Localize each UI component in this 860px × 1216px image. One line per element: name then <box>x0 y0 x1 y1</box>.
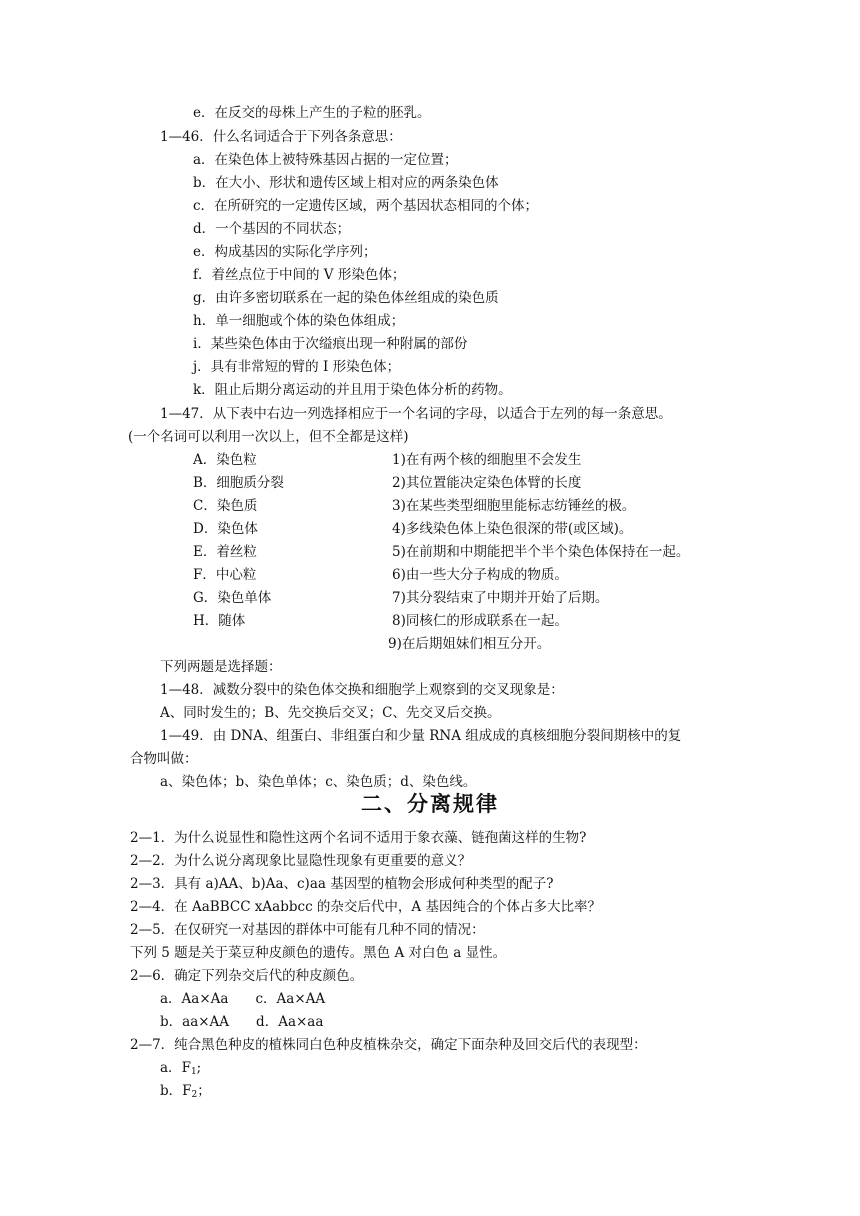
term-E: E．着丝粒 <box>193 544 257 560</box>
choice-intro: 下列两题是选择题： <box>160 659 282 675</box>
question-2-7: 2—7．纯合黑色种皮的植株同白色种皮植株杂交，确定下面杂种及回交后代的表现型： <box>130 1037 647 1053</box>
question-1-49-cont: 合物叫做： <box>130 751 198 767</box>
question-1-48: 1—48．减数分裂中的染色体交换和细胞学上观察到的交叉现象是： <box>160 682 564 698</box>
section-title: 二、分离规律 <box>361 792 499 816</box>
q46-item-f: f．着丝点位于中间的 V 形染色体； <box>193 267 406 283</box>
term-H: H．随体 <box>193 613 246 629</box>
q46-item-i: i．某些染色体由于次缢痕出现一种附属的部份 <box>193 336 468 352</box>
meaning-6: 6)由一些大分子构成的物质。 <box>392 567 568 583</box>
question-1-46: 1—46．什么名词适合于下列各条意思： <box>160 129 402 145</box>
q46-item-g: g．由许多密切联系在一起的染色体丝组成的染色质 <box>193 290 499 306</box>
term-A: A．染色粒 <box>193 452 257 468</box>
question-2-4: 2—4．在 AaBBCC xAabbcc 的杂交后代中，A 基因纯合的个体占多大比率？ <box>130 899 601 915</box>
q46-item-b: b．在大小、形状和遗传区域上相对应的两条染色体 <box>193 175 499 191</box>
question-1-48-options: A、同时发生的；B、先交换后交叉；C、先交叉后交换。 <box>160 705 501 721</box>
question-1-47: 1—47．从下表中右边一列选择相应于一个名词的字母，以适合于左列的每一条意思。 <box>160 406 672 422</box>
question-2-1: 2—1．为什么说显性和隐性这两个名词不适用于象衣藻、链孢菌这样的生物? <box>130 830 587 846</box>
term-D: D．染色体 <box>193 521 258 537</box>
question-1-49: 1—49．由 DNA、组蛋白、非组蛋白和少量 RNA 组成成的真核细胞分裂间期核中的复 <box>160 728 682 744</box>
q46-item-j: j．具有非常短的臂的 I 形染色体； <box>193 359 401 375</box>
term-G: G．染色单体 <box>193 590 272 606</box>
meaning-2: 2)其位置能决定染色体臂的长度 <box>392 475 582 491</box>
term-F: F．中心粒 <box>193 567 257 583</box>
q46-item-a: a．在染色体上被特殊基因占据的一定位置； <box>193 152 458 168</box>
question-2-5: 2—5．在仅研究一对基因的群体中可能有几种不同的情况： <box>130 922 485 938</box>
question-2-6-bd: b．aa×AA d．Aa×aa <box>160 1014 324 1030</box>
q46-item-c: c．在所研究的一定遗传区域，两个基因状态相同的个体； <box>193 198 539 214</box>
meaning-4: 4)多线染色体上染色很深的带(或区域)。 <box>392 521 633 537</box>
meaning-7: 7)其分裂结束了中期并开始了后期。 <box>392 590 609 606</box>
question-2-2: 2—2．为什么说分离现象比显隐性现象有更重要的意义？ <box>130 853 472 869</box>
q46-item-d: d．一个基因的不同状态； <box>193 221 351 237</box>
q46-item-h: h．单一细胞或个体的染色体组成； <box>193 313 405 329</box>
meaning-5: 5)在前期和中期能把半个半个染色体保持在一起。 <box>392 544 690 560</box>
term-B: B．细胞质分裂 <box>193 475 284 491</box>
q46-item-e: e．构成基因的实际化学序列； <box>193 244 377 260</box>
question-2-7-a: a．$F_1$; <box>160 1060 202 1077</box>
intro-bean-color: 下列 5 题是关于菜豆种皮颜色的遗传。黑色 A 对白色 a 显性。 <box>130 945 507 961</box>
question-1-47-note: (一个名词可以利用一次以上，但不全都是这样) <box>128 429 409 445</box>
question-2-6: 2—6．确定下列杂交后代的种皮颜色。 <box>130 968 364 984</box>
question-2-7-b: b．$F_2$； <box>160 1083 211 1100</box>
meaning-1: 1)在有两个核的细胞里不会发生 <box>392 452 582 468</box>
meaning-8: 8)同核仁的形成联系在一起。 <box>392 613 568 629</box>
question-2-6-ac: a．Aa×Aa c．Aa×AA <box>160 991 326 1007</box>
meaning-3: 3)在某些类型细胞里能标志纺锤丝的极。 <box>392 498 636 514</box>
question-1-49-options: a、染色体；b、染色单体；c、染色质；d、染色线。 <box>160 774 477 790</box>
term-C: C．染色质 <box>193 498 258 514</box>
question-2-3: 2—3．具有 a)AA、b)Aa、c)aa 基因型的植物会形成何种类型的配子? <box>130 876 554 892</box>
q46-item-k: k．阻止后期分离运动的并且用于染色体分析的药物。 <box>193 382 512 398</box>
meaning-9: 9)在后期姐妹们相互分开。 <box>388 636 551 652</box>
item-e-line: e．在反交的母株上产生的子粒的胚乳。 <box>193 105 431 121</box>
